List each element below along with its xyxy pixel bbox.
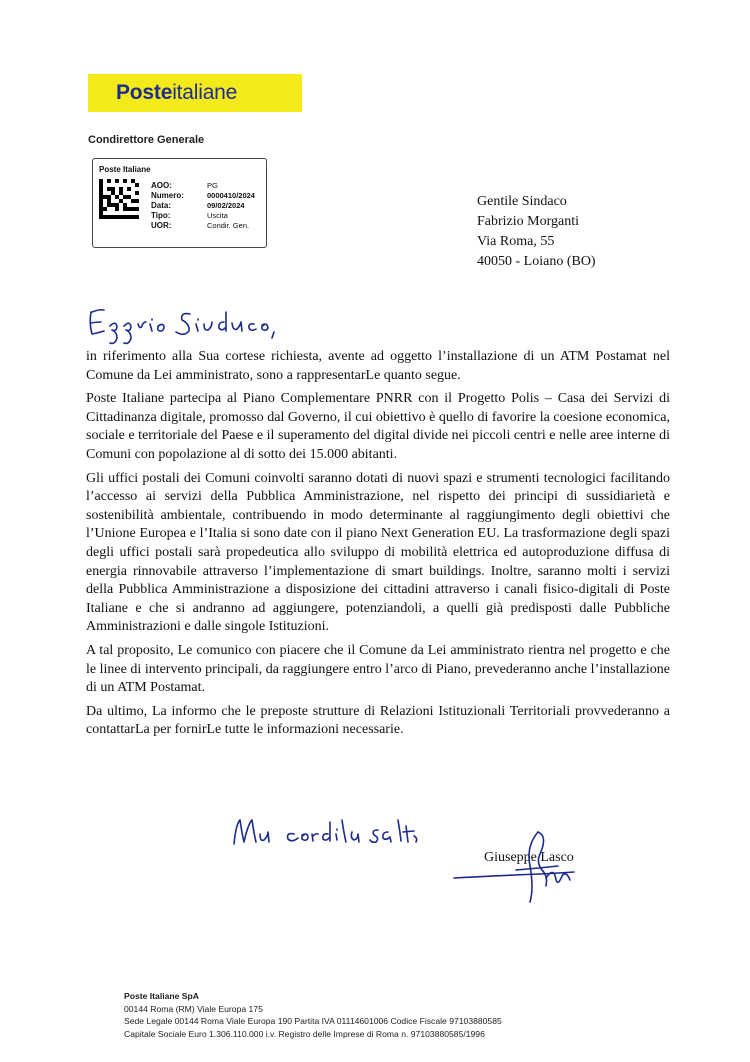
datamatrix-code-icon [99,179,139,219]
handwritten-greeting [86,300,286,348]
paragraph-intro: in riferimento alla Sua cortese richiesta, avente ad oggetto l’installazione di un ATM Postamat nel Comune da Lei amministrato, sono a rappresentarLe quanto segue. [86,349,670,383]
recipient-salutation: Gentile Sindaco [477,194,567,209]
logo-text: Posteitaliane [116,81,238,104]
recipient-street: Via Roma, 55 [477,234,555,249]
stamp-fields [151,181,255,231]
company-footer [124,990,502,1040]
stamp-row-tipo: Tipo: Uscita [151,211,228,220]
stamp-title: Poste Italiane [99,165,151,174]
stamp-row-aoo: AOO: PG [151,181,218,190]
footer-company: Poste Italiane SpA [124,991,199,1001]
footer-legal-seat: Sede Legale 00144 Roma Viale Europa 190 Partita IVA 01114601006 Codice Fiscale 97103880585 [124,1016,502,1026]
paragraph-offices: Gli uffici postali dei Comuni coinvolti saranno dotati di nuovi spazi e strumenti tecnologici facilitando l’accesso ai servizi della Pubblica Amministrazione, nel rispetto dei principi di sussidiarietà e sostenibilità ambientale, contribuendo in modo determinante al raggiungimento degli obiettivi che l’Unione Europea e l’Italia si sono date con il piano Next Generation EU. La trasformazione degli spazi degli uffici postali sarà propedeutica allo sviluppo di mobilità elettrica ed autoproduzione diffusa di energia rinnovabile attraverso l’implementazione di smart buildings. Inoltre, saranno molti i servizi della Pubblica Amministrazione a disposizione dei cittadini attraverso i canali fisico-digitali di Poste Italiane e che si andranno ad aggiungere, potenziandoli, a quelli già predisposti dalle Pubbliche Amministrazioni e dalle singole Istituzioni. [86,470,670,635]
signer-name: Giuseppe Lasco [484,850,574,865]
footer-capital: Capitale Sociale Euro 1.306.110.000 i.v. Registro delle Imprese di Roma n. 97103880585/1996 [124,1028,485,1039]
handwritten-signature [450,826,590,906]
protocol-stamp [92,158,267,248]
paragraph-closing: Da ultimo, La informo che le preposte strutture di Relazioni Istituzionali Territoriali provvederanno a contattarLa per fornirLe tutte le informazioni necessarie. [86,703,670,738]
recipient-address [477,192,596,272]
letter-body [86,348,670,745]
stamp-row-data: Data: 09/02/2024 [151,201,245,210]
handwritten-closing [228,808,418,856]
paragraph-polis: Poste Italiane partecipa al Piano Complementare PNRR con il Progetto Polis – Casa dei Servizi di Cittadinanza digitale, promosso dal Governo, il cui obiettivo è quello di favorire la coesione economica, sociale e territoriale del Paese e il superamento del digital divide nei piccoli centri e nelle aree interne di Comuni con popolazione al di sotto dei 15.000 abitanti. [86,391,670,462]
footer-address: 00144 Roma (RM) Viale Europa 175 [124,1003,263,1014]
recipient-name: Fabrizio Morganti [477,214,580,229]
poste-italiane-logo [88,74,302,112]
recipient-city: 40050 - Loiano (BO) [477,254,596,269]
department-label: Condirettore Generale [88,134,205,146]
stamp-row-uor: UOR: Condir. Gen. [151,221,250,230]
stamp-row-numero: Numero: 0000410/2024 [151,191,255,200]
paragraph-atm: A tal proposito, Le comunico con piacere che il Comune da Lei amministrato rientra nel progetto e che le linee di intervento principali, da raggiungere entro l’arco di Piano, prevederanno anche l’installazione di un ATM Postamat. [86,642,670,696]
